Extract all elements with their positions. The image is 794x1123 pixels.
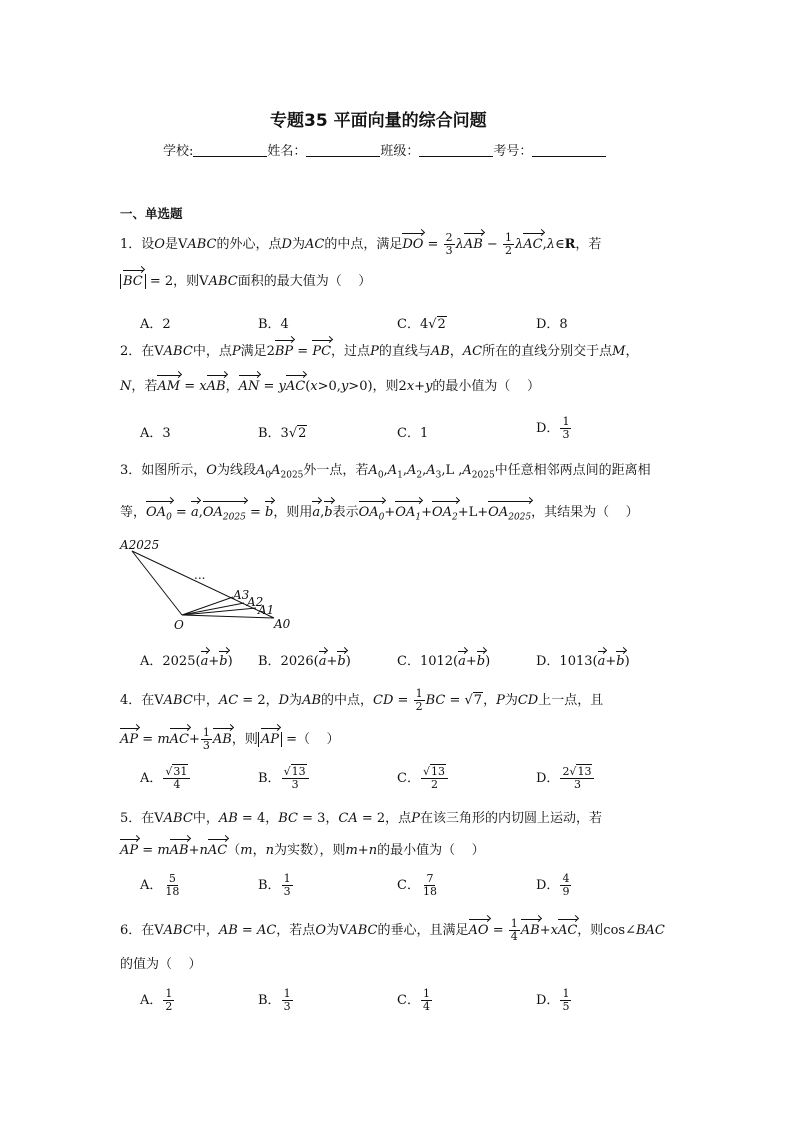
label-a1: A1 [258,603,275,617]
q3-option-c[interactable]: C．1012(a+b) [397,654,491,669]
q2-option-c[interactable]: C．1 [397,426,429,441]
q4-option-d[interactable]: D． $\frac{2√13}{3}$ [536,766,595,791]
question-2-text-2: N，若AM = xAB，AN = yAC(x>0,y>0)，则2x+y的最小值为（ ） [120,379,540,394]
q1-option-c[interactable]: C．4√2 [397,317,446,332]
class-label: 班级： [380,144,420,159]
q4-option-a[interactable]: A． $\frac{√31}{4}$ [140,766,191,791]
q3-option-a[interactable]: A．2025(a+b) [140,654,233,669]
q1-option-a[interactable]: A．2 [140,317,171,332]
q2-option-b[interactable]: B．3√2 [258,426,307,441]
question-2-text: 2．在VABC中，点P满足2BP = PC，过点P的直线与AB，AC所在的直线分别交于点M， [120,344,639,359]
q6-option-a[interactable]: A． $\frac{1}{2}$ [140,987,173,1013]
q5-option-c[interactable]: C． $\frac{7}{18}$ [397,872,437,898]
q6-option-d[interactable]: D． $\frac{1}{5}$ [536,987,570,1013]
q1-option-d[interactable]: D．8 [536,317,568,332]
exam-blank [532,144,606,157]
q1-option-b[interactable]: B．4 [258,317,289,332]
question-6-text: 6．在VABC中，AB = AC，若点O为VABC的垂心，且满足AO = $\frac{1}{4}$ AB+xAC，则cos∠BAC [120,917,665,943]
question-5-text: 5．在VABC中，AB = 4，BC = 3，CA = 2，点P在该三角形的内切圆上运动，若 [120,811,602,826]
student-info-line [163,140,606,159]
q4-option-c[interactable]: C． $\frac{√13}{2}$ [397,766,449,791]
name-blank [306,144,380,157]
q3-figure [116,535,296,633]
label-o: O [174,618,184,632]
section-heading: 一、单选题 [120,206,183,221]
q5-option-d[interactable]: D． $\frac{4}{9}$ [536,872,570,898]
name-label: 姓名： [267,144,307,159]
label-a0: A0 [274,617,291,631]
question-1-text: 1．设O是VABC的外心，点D为AC的中点，满足DO = $\frac{2}{3}$ λAB − $\frac{1}{2}$ λAC,λ∈R，若 [120,231,602,257]
question-1-text-2: BC = 2，则VABC面积的最大值为（ ） [120,273,371,291]
question-6-text-2: 的值为（ ） [120,957,202,972]
q3-option-d[interactable]: D．1013(a+b) [536,654,630,669]
question-4-text-2: AP = mAC+ $\frac{1}{3}$ AB，则 AP =（ ） [120,726,340,752]
label-ellipsis: ... [194,568,206,582]
class-blank [419,144,493,157]
label-a3: A3 [233,588,250,602]
label-a2: A2 [247,595,264,609]
q6-option-b[interactable]: B． $\frac{1}{3}$ [258,987,291,1013]
label-a2025: A2025 [120,538,160,552]
question-3-text: 3．如图所示，O为线段$A_0A_{2025}$外一点，若$A_0,A_1,A_2,A_3,L$ $,A_{2025}$中任意相邻两点间的距离相 [120,463,651,481]
school-label: 学校: [163,144,194,159]
q3-option-b[interactable]: B．2026(a+b) [258,654,351,669]
q2-option-a[interactable]: A．3 [140,426,171,441]
q5-option-b[interactable]: B． $\frac{1}{3}$ [258,872,291,898]
question-4-text: 4．在VABC中，AC = 2，D为AB的中点，CD = $\frac{1}{2}$ BC = √7，P为CD上一点，且 [120,687,604,713]
q2-option-d[interactable]: D． $\frac{1}{3}$ [536,415,570,441]
q6-option-c[interactable]: C． $\frac{1}{4}$ [397,987,430,1013]
line-o-a2 [182,603,244,615]
page-title: 专题35 平面向量的综合问题 [270,111,487,131]
school-blank [193,144,267,157]
q4-option-b[interactable]: B． $\frac{√13}{3}$ [258,766,310,791]
question-5-text-2: AP = mAB+nAC（m，n为实数），则m+n的最小值为（ ） [120,843,485,858]
exam-label: 考号： [493,144,533,159]
question-3-text-2: 等，$OA_0 = a,OA_{2025} = b$，则用a,b表示$OA_0+OA_1+OA_2+L+OA_{2025}$，其结果为（ ） [120,504,639,527]
line-o-a2025 [132,551,182,615]
q5-option-a[interactable]: A． $\frac{5}{18}$ [140,872,180,898]
